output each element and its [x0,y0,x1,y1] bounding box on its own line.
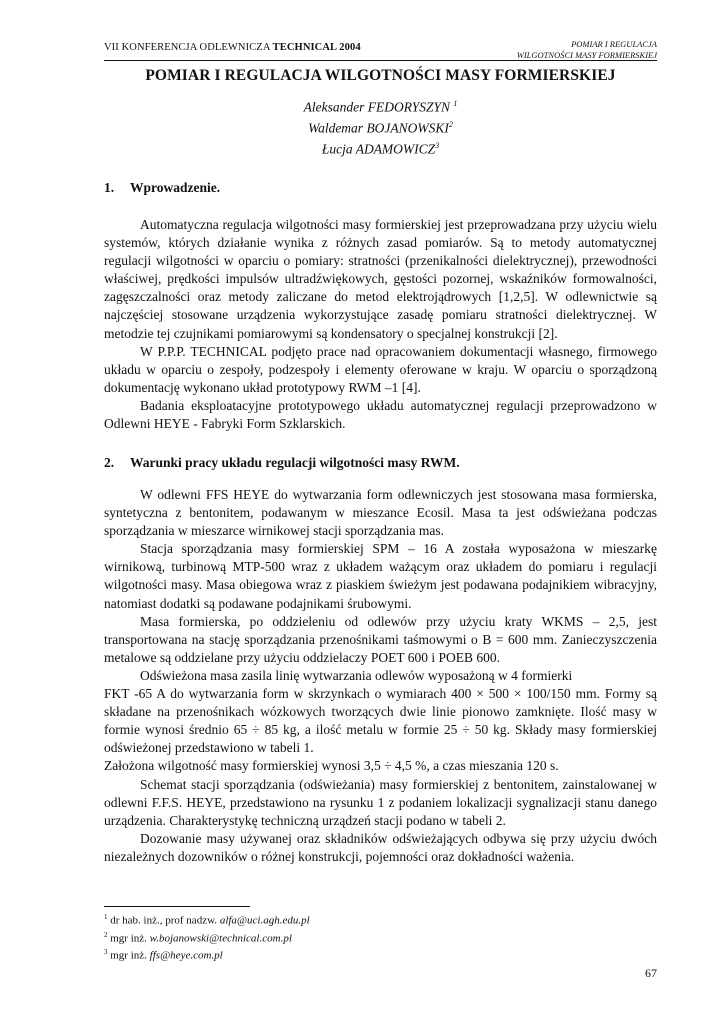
conference-name-bold: TECHNICAL 2004 [272,42,361,53]
paragraph: FKT -65 A do wytwarzania form w skrzynkach o wymiarach 400 × 500 × 100/150 mm. Formy są składane na przenośnikach wózkowych tworzących dwie linie pionowo zamknięte. Ilość masy w formie wynosi średnio 65 ÷ 85 kg, a ilość metalu w formie 25 ÷ 50 kg. Składy masy formierskiej odświeżonej przedstawiono w tabeli 1. [104,686,657,756]
footnote [104,945,310,963]
author-name: Aleksander FEDORYSZYN [303,99,450,115]
section-title: Warunki pracy układu regulacji wilgotności masy RWM. [130,455,460,470]
author [104,116,657,137]
footnote-text: mgr inż. [110,949,150,962]
footnote-email[interactable]: ffs@heye.com.pl [149,949,223,962]
author-mark: 3 [435,141,440,150]
section-number: 1. [104,180,115,195]
paragraph: Automatyczna regulacja wilgotności masy formierskiej jest przeprowadzana przy użyciu wielu systemów, których działanie wynika z różnych zasad pomiarów. Są to metody automatycznej regulacji wilgotności w oparciu o pomiary: stratności (przenikalności dielektrycznej), przewodności właściwej, prędkości impulsów ultradźwiękowych, gęstości pozornej, wskaźników formowalności, zagęszczalności oraz metody zaliczane do metod elektrojądrowych [1,2,5]. W odlewnictwie są najczęściej stosowane urządzenia wykorzystujące zasadę pomiaru stratności dielektrycznej. W metodzie tej czujnikami pomiarowymi są kondensatory o specjalnej konstrukcji [2]. [104,217,657,341]
footnote-mark: 1 [104,913,108,921]
section-heading [104,180,220,196]
section-number: 2. [104,455,115,470]
page-number: 67 [645,966,657,980]
footnote-email[interactable]: w.bojanowski@technical.com.pl [149,932,292,945]
section-body [104,486,657,866]
footnote [104,910,310,928]
author [104,137,657,158]
footnote-text: dr hab. inż., prof nadzw. [110,914,220,927]
footnote [104,928,310,946]
running-header-title [517,39,657,61]
author-list [104,95,657,158]
paragraph: Badania eksploatacyjne prototypowego układu automatycznej regulacji przeprowadzono w Odlewni HEYE - Fabryki Form Szklarskich. [104,397,657,432]
author [104,95,657,116]
paragraph: Odświeżona masa zasila linię wytwarzania odlewów wyposażoną w 4 formierki [140,667,573,683]
paragraph: Założona wilgotność masy formierskiej wynosi 3,5 ÷ 4,5 %, a czas mieszania 120 s. [104,758,559,774]
author-mark: 2 [448,120,453,129]
author-mark: 1 [453,99,458,108]
footnote-email[interactable]: alfa@uci.agh.edu.pl [219,914,310,927]
section-heading [104,455,460,471]
footnote-divider [104,906,250,907]
paragraph: Dozowanie masy używanej oraz składników odświeżających odbywa się przy użyciu dwóch niezależnych dozowników o różnej konstrukcji, pojemności oraz dokładności ważenia. [104,830,657,864]
author-name: Łucja ADAMOWICZ [321,141,436,157]
footnote-mark: 3 [104,948,108,957]
paragraph: Stacja sporządzania masy formierskiej SPM – 16 A została wyposażona w mieszarkę wirnikową, turbinową MTP-500 wraz z układem ważącym oraz układem do pomiaru i regulacji wilgotności masy. Masa obiegowa wraz z piaskiem świeżym jest podawana podajnikiem wibracyjny, natomiast dodatki są podawane podajnikami śrubowymi. [104,541,657,611]
header-divider [104,60,657,61]
paragraph: Masa formierska, po oddzieleniu od odlewów przy użyciu kraty WKMS – 2,5, jest transportowana na stację sporządzania przenośnikami taśmowymi o B = 600 mm. Zanieczyszczenia metalowe są oddzielane przy użyciu oddzielaczy POET 600 i POEB 600. [104,613,657,665]
section-title: Wprowadzenie. [130,180,221,195]
author-name: Waldemar BOJANOWSKI [308,120,449,136]
paragraph: Schemat stacji sporządzania (odświeżania) masy formierskiej z bentonitem, zainstalowanej w odlewni F.F.S. HEYE, przedstawiono na rysunku 1 z podaniem lokalizacji sygnalizacji stanu danego urządzenia. Charakterystykę techniczną urządzeń stacji podano w tabeli 2. [104,776,657,828]
paper-title: POMIAR I REGULACJA WILGOTNOŚCI MASY FORMIERSKIEJ [145,67,616,84]
paragraph: W P.P.P. TECHNICAL podjęto prace nad opracowaniem dokumentacji własnego, firmowego układu w oparciu o zespoły, podzespoły i elementy oferowane w kraju. W oparciu o sporządzoną dokumentację wykonano układ prototypowy RWM –1 [4]. [104,343,657,395]
paragraph: W odlewni FFS HEYE do wytwarzania form odlewniczych jest stosowana masa formierska, syntetyczna z bentonitem, podawanym w mieszance Ecosil. Masa ta jest odświeżana podczas sporządzania w mieszarce wirnikowej stacji sporządzania mas. [104,487,657,539]
footnote-text: mgr inż. [110,932,150,945]
running-header-conference [104,42,361,53]
running-title-line2: WILGOTNOŚCI MASY FORMIERSKIEJ [516,50,657,60]
footnotes [104,910,310,963]
footnote-mark: 2 [104,930,108,939]
running-title-line1: POMIAR I REGULACJA [571,39,657,49]
conference-name: VII KONFERENCJA ODLEWNICZA [104,42,273,53]
section-body [104,216,657,433]
